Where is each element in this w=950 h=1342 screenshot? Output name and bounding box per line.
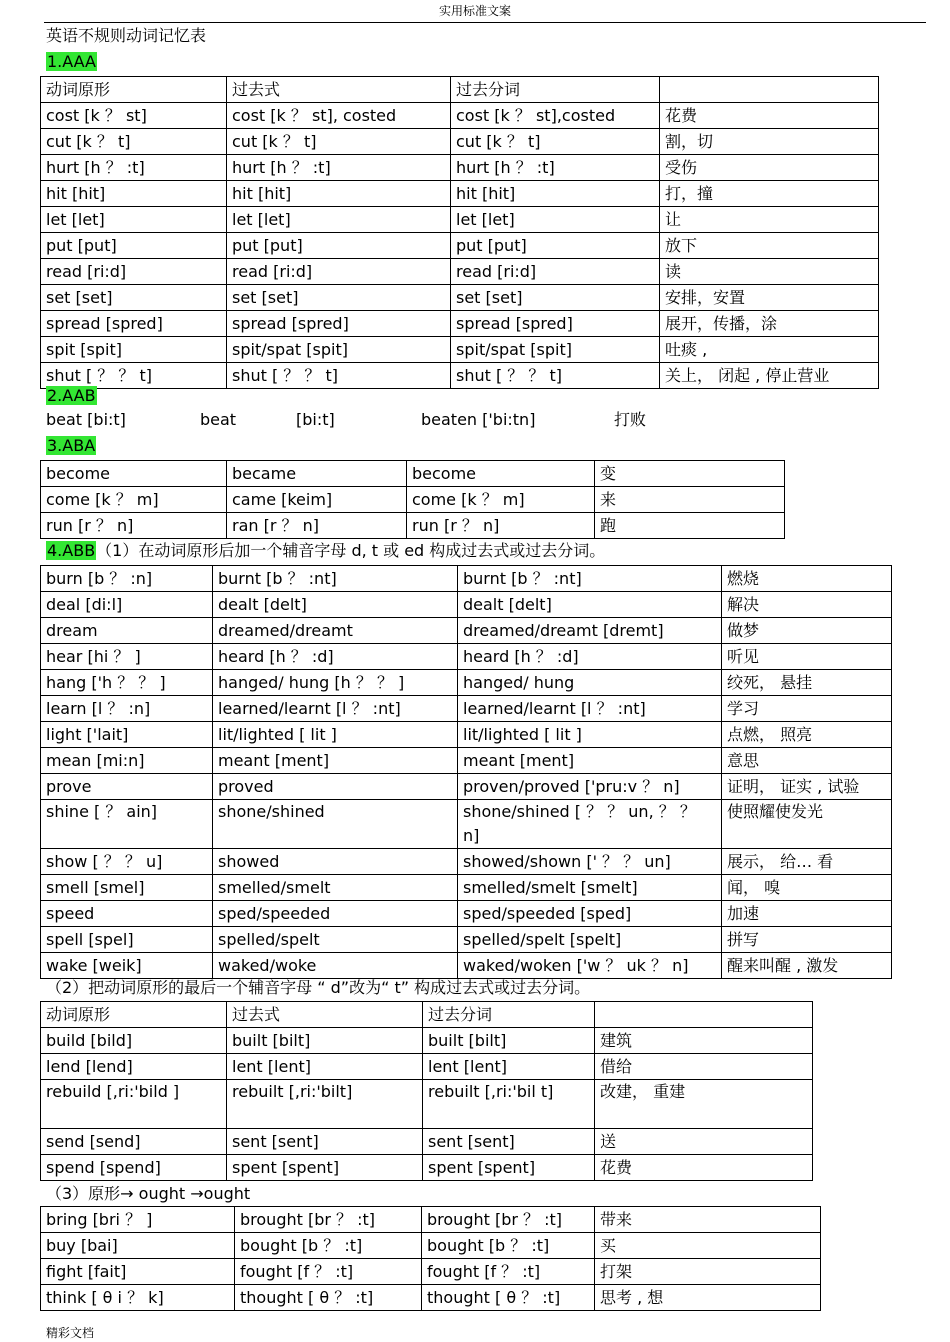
table-cell: 吐痰 ,	[660, 337, 879, 363]
table-cell: cut [k ？ t]	[451, 129, 660, 155]
table-row	[41, 875, 892, 901]
table-cell: became	[227, 461, 407, 487]
table-cell: heard [h ？ :d]	[213, 644, 458, 670]
table-cell: 安排，安置	[660, 285, 879, 311]
table-cell: 证明， 证实 , 试验	[722, 774, 892, 800]
table-cell: 送	[595, 1129, 813, 1155]
table-row	[41, 1129, 813, 1155]
table-row	[41, 513, 785, 539]
table-cell: 动词原形	[41, 77, 227, 103]
table-cell: become	[41, 461, 227, 487]
abb-rule-3: （3）原形→ ought →ought	[46, 1184, 251, 1203]
table-cell: spent [spent]	[227, 1155, 423, 1181]
table-row	[41, 670, 892, 696]
table-cell: 拼写	[722, 927, 892, 953]
table-cell	[660, 77, 879, 103]
page-footer: 精彩文档	[46, 1326, 95, 1340]
table-row	[41, 774, 892, 800]
table-row	[41, 748, 892, 774]
table-cell: rebuilt [,ri:'bil t]	[423, 1080, 595, 1129]
abb3-table-body	[41, 1207, 821, 1311]
table-cell: cut [k ？ t]	[41, 129, 227, 155]
table-cell: spelled/spelt	[213, 927, 458, 953]
table-row	[41, 800, 892, 849]
table-cell: 让	[660, 207, 879, 233]
table-cell: hurt [h ？ :t]	[227, 155, 451, 181]
table-cell: learn [l ？ :n]	[41, 696, 213, 722]
table-cell: show [ ？ ？ u]	[41, 849, 213, 875]
abb3-table	[40, 1206, 821, 1311]
table-cell: hit [hit]	[227, 181, 451, 207]
table-cell: 闻， 嗅	[722, 875, 892, 901]
table-cell: hang ['h ？ ？ ]	[41, 670, 213, 696]
table-cell: lend [lend]	[41, 1054, 227, 1080]
table-row	[41, 311, 879, 337]
table-cell: lit/lighted [ lit ]	[213, 722, 458, 748]
table-cell: thought [ θ ？ :t]	[422, 1285, 595, 1311]
table-row	[41, 953, 892, 979]
table-cell: meant [ment]	[213, 748, 458, 774]
table-row	[41, 1259, 821, 1285]
section-label-aaa	[46, 51, 97, 73]
table-cell: built [bilt]	[227, 1028, 423, 1054]
table-cell: 过去式	[227, 77, 451, 103]
abb2-table-body	[41, 1002, 813, 1181]
table-cell: 放下	[660, 233, 879, 259]
table-cell: 建筑	[595, 1028, 813, 1054]
table-cell: lent [lent]	[423, 1054, 595, 1080]
table-cell: built [bilt]	[423, 1028, 595, 1054]
abb-rule-1: （1）在动词原形后加一个辅音字母 d, t 或 ed 构成过去式或过去分词。	[96, 541, 606, 560]
table-row	[41, 103, 879, 129]
table-cell: bought [b ？ :t]	[422, 1233, 595, 1259]
abb1-table	[40, 565, 892, 979]
table-cell: heard [h ？ :d]	[458, 644, 722, 670]
aab-base-form: beat [bi:t]	[46, 410, 126, 429]
table-cell: spelled/spelt [spelt]	[458, 927, 722, 953]
table-cell: spread [spred]	[451, 311, 660, 337]
table-cell: shut [ ？ ？ t]	[451, 363, 660, 389]
table-cell: proven/proved ['pru:v ？ n]	[458, 774, 722, 800]
table-cell: shut [ ？ ？ t]	[41, 363, 227, 389]
table-row	[41, 1285, 821, 1311]
header-rule	[44, 22, 926, 23]
aba-table	[40, 460, 785, 539]
table-cell: spread [spred]	[41, 311, 227, 337]
table-cell: spread [spred]	[227, 311, 451, 337]
table-cell: build [bild]	[41, 1028, 227, 1054]
table-cell: burn [b ？ :n]	[41, 566, 213, 592]
table-cell: proved	[213, 774, 458, 800]
table-cell: lent [lent]	[227, 1054, 423, 1080]
table-row	[41, 155, 879, 181]
table-cell: 动词原形	[41, 1002, 227, 1028]
table-cell: become	[407, 461, 595, 487]
table-cell: dreamed/dreamt	[213, 618, 458, 644]
abb-rule-2: （2）把动词原形的最后一个辅音字母 “ d”改为“ t” 构成过去式或过去分词。	[46, 978, 591, 997]
table-cell: let [let]	[451, 207, 660, 233]
table-cell: spend [spend]	[41, 1155, 227, 1181]
table-cell: ran [r ？ n]	[227, 513, 407, 539]
table-row	[41, 487, 785, 513]
table-cell: shine [ ？ ain]	[41, 800, 213, 849]
table-cell: read [ri:d]	[41, 259, 227, 285]
table-row	[41, 363, 879, 389]
table-cell: spell [spel]	[41, 927, 213, 953]
table-cell: burnt [b ？ :nt]	[458, 566, 722, 592]
table-cell: 过去分词	[451, 77, 660, 103]
table-row	[41, 696, 892, 722]
table-row	[41, 461, 785, 487]
table-cell: run [r ？ n]	[41, 513, 227, 539]
table-cell: fought [f ？ :t]	[235, 1259, 422, 1285]
table-cell: 展开，传播，涂	[660, 311, 879, 337]
table-cell: wake [weik]	[41, 953, 213, 979]
table-cell: fight [fait]	[41, 1259, 235, 1285]
table-cell: hurt [h ？ :t]	[41, 155, 227, 181]
table-cell: thought [ θ ？ :t]	[235, 1285, 422, 1311]
table-row	[41, 337, 879, 363]
table-cell: meant [ment]	[458, 748, 722, 774]
table-cell: bring [bri ？ ]	[41, 1207, 235, 1233]
table-cell: cut [k ？ t]	[227, 129, 451, 155]
table-cell: cost [k ？ st],costed	[451, 103, 660, 129]
table-cell: shone/shined [ ？ ？ un, ？ ？ n]	[458, 800, 722, 849]
table-cell: dealt [delt]	[213, 592, 458, 618]
table-cell: set [set]	[227, 285, 451, 311]
table-row	[41, 1080, 813, 1129]
table-cell: 做梦	[722, 618, 892, 644]
table-cell: buy [bai]	[41, 1233, 235, 1259]
table-row	[41, 233, 879, 259]
table-cell: learned/learnt [l ？ :nt]	[458, 696, 722, 722]
table-cell: cost [k ？ st], costed	[227, 103, 451, 129]
table-cell: 打，撞	[660, 181, 879, 207]
table-cell: 燃烧	[722, 566, 892, 592]
table-cell: 意思	[722, 748, 892, 774]
table-cell: 点燃， 照亮	[722, 722, 892, 748]
table-cell: brought [br ？ :t]	[422, 1207, 595, 1233]
table-row	[41, 901, 892, 927]
section-label-abb	[46, 540, 605, 562]
table-row	[41, 207, 879, 233]
table-cell: sent [sent]	[423, 1129, 595, 1155]
table-cell: let [let]	[41, 207, 227, 233]
table-cell: sped/speeded	[213, 901, 458, 927]
section-abb-highlight: 4.ABB	[47, 541, 96, 560]
table-cell	[595, 1002, 813, 1028]
aab-past-tense-phonetic: [bi:t]	[296, 410, 335, 429]
table-cell: 打架	[595, 1259, 821, 1285]
table-cell: deal [di:l]	[41, 592, 213, 618]
table-cell: think [ θ i ？ k]	[41, 1285, 235, 1311]
table-cell: bought [b ？ :t]	[235, 1233, 422, 1259]
aba-table-wrap	[40, 460, 785, 539]
table-cell: read [ri:d]	[451, 259, 660, 285]
table-cell: cost [k ？ st]	[41, 103, 227, 129]
table-cell: rebuilt [,ri:'bilt]	[227, 1080, 423, 1129]
header-row	[41, 1002, 813, 1028]
table-cell: spit [spit]	[41, 337, 227, 363]
table-cell: 受伤	[660, 155, 879, 181]
table-row	[41, 927, 892, 953]
table-cell: fought [f ？ :t]	[422, 1259, 595, 1285]
table-cell: hear [hi ？ ]	[41, 644, 213, 670]
abb2-table	[40, 1001, 813, 1181]
table-cell: 关上， 闭起 , 停止营业	[660, 363, 879, 389]
table-cell: set [set]	[41, 285, 227, 311]
table-cell: hit [hit]	[41, 181, 227, 207]
table-cell: dealt [delt]	[458, 592, 722, 618]
table-row	[41, 566, 892, 592]
aaa-table-body	[41, 77, 879, 389]
aaa-table	[40, 76, 879, 389]
abb1-table-wrap	[40, 565, 892, 979]
document-title: 英语不规则动词记忆表	[46, 26, 207, 45]
section-aaa-highlight: 1.AAA	[47, 52, 96, 71]
table-cell: 割，切	[660, 129, 879, 155]
table-row	[41, 644, 892, 670]
table-row	[41, 181, 879, 207]
section-aba-highlight: 3.ABA	[47, 436, 96, 455]
table-cell: put [put]	[227, 233, 451, 259]
table-cell: put [put]	[451, 233, 660, 259]
abb2-table-wrap	[40, 1001, 813, 1181]
table-cell: shone/shined	[213, 800, 458, 849]
table-row	[41, 1233, 821, 1259]
table-cell: 绞死， 悬挂	[722, 670, 892, 696]
table-cell: waked/woke	[213, 953, 458, 979]
table-cell: dream	[41, 618, 213, 644]
table-row	[41, 1207, 821, 1233]
table-cell: 解决	[722, 592, 892, 618]
table-cell: let [let]	[227, 207, 451, 233]
table-cell: 加速	[722, 901, 892, 927]
table-cell: 展示， 给… 看	[722, 849, 892, 875]
table-cell: brought [br ？ :t]	[235, 1207, 422, 1233]
page-header: 实用标准文案	[438, 4, 511, 18]
table-cell: 花费	[595, 1155, 813, 1181]
table-cell: 过去分词	[423, 1002, 595, 1028]
table-cell: smelled/smelt	[213, 875, 458, 901]
table-cell: sent [sent]	[227, 1129, 423, 1155]
table-cell: 改建， 重建	[595, 1080, 813, 1129]
table-cell: shut [ ？ ？ t]	[227, 363, 451, 389]
table-cell: hurt [h ？ :t]	[451, 155, 660, 181]
table-cell: 思考 , 想	[595, 1285, 821, 1311]
table-cell: 带来	[595, 1207, 821, 1233]
table-row	[41, 285, 879, 311]
table-cell: came [keim]	[227, 487, 407, 513]
table-cell: read [ri:d]	[227, 259, 451, 285]
table-row	[41, 722, 892, 748]
table-cell: 听见	[722, 644, 892, 670]
aab-past-participle: beaten ['bi:tn]	[421, 410, 536, 429]
aab-past-tense: beat	[200, 410, 237, 429]
table-cell: hit [hit]	[451, 181, 660, 207]
table-cell: come [k ？ m]	[407, 487, 595, 513]
table-cell: lit/lighted [ lit ]	[458, 722, 722, 748]
table-cell: spent [spent]	[423, 1155, 595, 1181]
table-row	[41, 618, 892, 644]
table-cell: showed	[213, 849, 458, 875]
table-cell: come [k ？ m]	[41, 487, 227, 513]
table-cell: hanged/ hung	[458, 670, 722, 696]
table-cell: 读	[660, 259, 879, 285]
table-row	[41, 849, 892, 875]
table-cell: burnt [b ？ :nt]	[213, 566, 458, 592]
aab-meaning: 打败	[614, 410, 647, 429]
abb3-table-wrap	[40, 1206, 821, 1311]
table-cell: 花费	[660, 103, 879, 129]
table-cell: waked/woken ['w ？ uk ？ n]	[458, 953, 722, 979]
table-cell: 来	[595, 487, 785, 513]
table-cell: put [put]	[41, 233, 227, 259]
table-row	[41, 1054, 813, 1080]
table-cell: run [r ？ n]	[407, 513, 595, 539]
table-cell: 醒来叫醒 , 激发	[722, 953, 892, 979]
table-row	[41, 1155, 813, 1181]
table-cell: smell [smel]	[41, 875, 213, 901]
table-cell: 过去式	[227, 1002, 423, 1028]
table-cell: 学习	[722, 696, 892, 722]
aaa-table-wrap	[40, 76, 879, 389]
table-row	[41, 259, 879, 285]
table-cell: learned/learnt [l ？ :nt]	[213, 696, 458, 722]
table-cell: send [send]	[41, 1129, 227, 1155]
header-row	[41, 77, 879, 103]
table-cell: light ['lait]	[41, 722, 213, 748]
table-cell: 使照耀使发光	[722, 800, 892, 849]
abb1-table-body	[41, 566, 892, 979]
table-cell: dreamed/dreamt [dremt]	[458, 618, 722, 644]
table-cell: hanged/ hung [h ？ ？ ]	[213, 670, 458, 696]
aba-table-body	[41, 461, 785, 539]
table-cell: sped/speeded [sped]	[458, 901, 722, 927]
section-label-aba	[46, 435, 96, 457]
table-cell: 买	[595, 1233, 821, 1259]
table-cell: rebuild [,ri:'bild ]	[41, 1080, 227, 1129]
table-cell: 借给	[595, 1054, 813, 1080]
table-cell: mean [mi:n]	[41, 748, 213, 774]
table-cell: set [set]	[451, 285, 660, 311]
section-aab-highlight: 2.AAB	[47, 386, 96, 405]
table-row	[41, 129, 879, 155]
table-cell: 变	[595, 461, 785, 487]
table-cell: spit/spat [spit]	[227, 337, 451, 363]
table-cell: spit/spat [spit]	[451, 337, 660, 363]
section-label-aab	[46, 385, 97, 407]
table-cell: prove	[41, 774, 213, 800]
table-row	[41, 592, 892, 618]
table-row	[41, 1028, 813, 1054]
table-cell: 跑	[595, 513, 785, 539]
table-cell: speed	[41, 901, 213, 927]
table-cell: showed/shown [' ？ ？ un]	[458, 849, 722, 875]
table-cell: smelled/smelt [smelt]	[458, 875, 722, 901]
